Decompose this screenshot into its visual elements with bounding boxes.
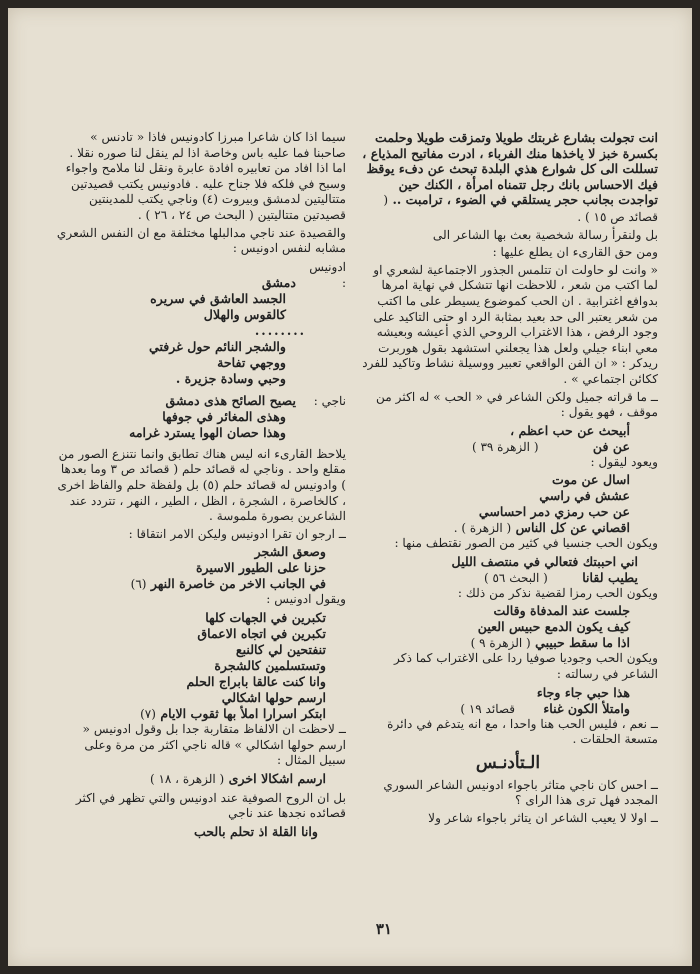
poet-label: ناجي : [313, 393, 346, 408]
verse-line: جلست عند المدفاة وقالت [493, 603, 630, 619]
left-column [54, 130, 346, 840]
verse-line: وامتلأ الكون غناء قصائد ١٩ ) [460, 700, 630, 716]
right-column [358, 130, 658, 829]
verse-line: والشجر النائم حول غرفتي [148, 338, 286, 354]
paragraph: ويقول ادونيس : [266, 592, 346, 607]
verse-line: تنفتحين لي كالنبع [235, 641, 326, 657]
verse-line: وتستسلمين كالشجرة [214, 657, 326, 673]
paragraph: ويعود ليقول : [590, 454, 658, 469]
paragraph: ويكون الحب جنسيا في كثير من الصور نقتطف منها : [394, 536, 658, 551]
verse-line: ناجي :يصيح الصائح هذى دمشق [165, 392, 346, 408]
verse-block [54, 610, 346, 722]
paragraph: سيما اذا كان شاعرا مبرزا كادونيس فاذا « تادنس » صاحبنا فما عليه باس وخاصة اذا لم ينقل لنا صوره نقلا . اما اذا افاد من تعابيره افادة عابرة ونقل لنا ملامح واجواء وسبح في فلكه فلا جناح عليه . فادونيس يكتب قصيدتين متتاليتين لدمشق وبيروت (٤) وناجي يكتب للمدينتين قصيدتين متتاليتين ( البحث ص ٢٤ ، ٢٦ ) . [65, 130, 346, 222]
verse-line: اني احببتك فتعالي في منتصف الليل [451, 553, 638, 569]
verse-line: وهذا حصان الهوا يسترد غرامه [129, 424, 286, 440]
verse-block [358, 472, 658, 536]
section-title: الـتأدنـس [475, 752, 541, 773]
verse-line: وانا القلة اذ تحلم بالحب [193, 823, 318, 839]
verse-block [54, 824, 346, 840]
verse-line: تكبرين في اتجاه الاعماق [197, 625, 326, 641]
paragraph: والقصيدة عند ناجي مدالبلها مختلفة مع ان النفس الشعري مشابه لنفس ادونيس : [56, 225, 346, 256]
verse-line: وانا كنت عالقا بابراج الحلم [186, 673, 326, 689]
quoted-letter: « وانت لو حاولت ان تتلمس الجذور الاجتماعية لشعري او لما اكتب من شعر ، للاحظت انها تتشكل في نهاية امرها بدوافع اغترابية . ان الحب كموضوع يسيطر على ما اكتب من شعر يعتبر الى حد بعيد بمثابة الرد او حتى التاكيد على وجود الرفض ، هذا الاغتراب الروحي الذي أعيشه وبعيشه معي ابناء جيلي ولعل هذا يجعلني استشهد بقول هوربرت ريدكر : « ان الفن الواقعي تعبير ووسيلة نشاط وتاكيد للفرد ككائن اجتماعي » . [362, 262, 658, 386]
verse-line: ابتكر اسرارا املأ بها ثقوب الايام (٧) [140, 705, 326, 721]
dots-separator: ........ [254, 322, 306, 338]
verse-line: كيف يكون الدمع حبيس العين [477, 619, 630, 635]
paragraph: ــ لاحظت ان الالفاظ متقاربة جدا بل وقول ادونيس « ارسم حولها اشكالي » قاله ناجي اكثر من مرة وعلى سبيل المثال : [82, 721, 346, 768]
verse-line: اسال عن موت [551, 472, 630, 488]
verse-block [54, 544, 346, 592]
paragraph: ومن حق القارىء ان يطلع عليها : [492, 245, 658, 260]
verse-line: وصعق الشجر [254, 544, 326, 560]
verse-line: كالقوس والهلال [203, 306, 286, 322]
verse-line: ادونيس :دمشق [261, 259, 346, 290]
paragraph: ــ احس كان ناجي متاثر باجواء ادونيس الشاعر السوري المجدد فهل ترى هذا الراى ؟ [383, 777, 658, 808]
poet-label: ادونيس : [309, 259, 346, 290]
verse-block [358, 685, 658, 717]
paragraph: ــ ارجو ان تقرا ادونيس وليكن الامر انتقاقا : [128, 526, 346, 541]
paragraph: ويكون الحب رمزا لقضية نذكر من ذلك : [457, 585, 658, 600]
paragraph: بل ان الروح الصوفية عند ادونيس والتي تظهر في اكثر قصائده نجدها عند ناجي [75, 790, 346, 821]
verse-block-naji [54, 393, 346, 441]
verse-line: في الجانب الاخر من خاصرة النهر (٦) [130, 576, 326, 592]
verse-line: عن فن ( الزهرة ٣٩ ) [471, 438, 630, 454]
page-number: ٣١ [375, 920, 392, 938]
verse-line: ووجهي تفاحة [217, 354, 286, 370]
magazine-page [8, 8, 692, 966]
paragraph: ويكون الحب وجوديا صوفيا ردا على الاغتراب كما ذكر الشاعر في رسالته : [394, 651, 658, 682]
verse-block [358, 423, 658, 455]
paragraph: ــ اولا لا يعيب الشاعر ان يتاثر باجواء شاعر ولا [428, 811, 658, 826]
verse-line: ارسم اشكالا اخرى ( الزهرة ، ١٨ ) [149, 770, 326, 786]
verse-line: أبيحث عن حب اعظم ، [510, 422, 630, 438]
paragraph: يلاحظ القارىء انه ليس هناك تطابق وانما نتنزع الصور من مقلع واحد . وناجي له قصائد حلم ( قصائد ص ٣ وما بعدها ) وادونيس له قصائد حلم (٥) بل ولفظة حلم والفاظ اخرى ، كالخاصرة ، الشجرة ، الظل ، الطير ، النهر ، تتردد عند الشاعرين بصورة ملموسة . [57, 446, 346, 524]
verse-block-adonis [54, 259, 346, 387]
verse-line: الجسد العاشق في سريره [150, 290, 286, 306]
intro-paragraph: انت تجولت بشارع غربتك طويلا وتمزقت طويلا وحلمت بكسرة خبز لا ياخذها منك الفرباء ، ادرت مفاتيح المذياع ، تسللت الى كل شوارع هذي البلدة تبحث عن دفء يوقظ فيك الاحساس بانك رجل تتمناه امرأة ، الكنك حين تواجدت بجانب حجر يستلقي في الضوء ، ترامبت .. ( قصائد ص ١٥ ) . [362, 130, 658, 224]
verse-line: ارسم حولها اشكالي [221, 689, 326, 705]
verse-line: عشش في راسي [539, 488, 630, 504]
verse-line: يطيب لقانا ( البحث ٥٦ ) [483, 569, 638, 585]
verse-line: وحبي وسادة جزيرة . [175, 370, 286, 386]
verse-line: تكبرين في الجهات كلها [205, 609, 326, 625]
paragraph: بل ولنقرأ رسالة شخصية بعث بها الشاعر الى [432, 227, 658, 242]
paragraph: ــ ما قراته جميل ولكن الشاعر في « الحب » له اكثر من موقف ، فهو يقول : [376, 389, 658, 420]
verse-line: هذا حبي جاء وجاء [536, 684, 630, 700]
paragraph: ــ نعم ، فليس الحب هنا واحدا ، مع انه يتدغم في دائرة متسعة الحلقات . [387, 716, 658, 747]
verse-block [54, 771, 346, 787]
verse-block [358, 554, 658, 586]
verse-line: اذا ما سقط حبيبي ( الزهرة ٩ ) [470, 635, 630, 651]
verse-line: اقصاني عن كل الناس ( الزهرة ) . [453, 520, 630, 536]
verse-line: عن حب رمزي دمر احساسي [478, 504, 630, 520]
verse-block [358, 603, 658, 651]
verse-line: وهذى المغائر في جوفها [162, 408, 286, 424]
verse-line: حزنا على الطيور الاسيرة [195, 560, 326, 576]
